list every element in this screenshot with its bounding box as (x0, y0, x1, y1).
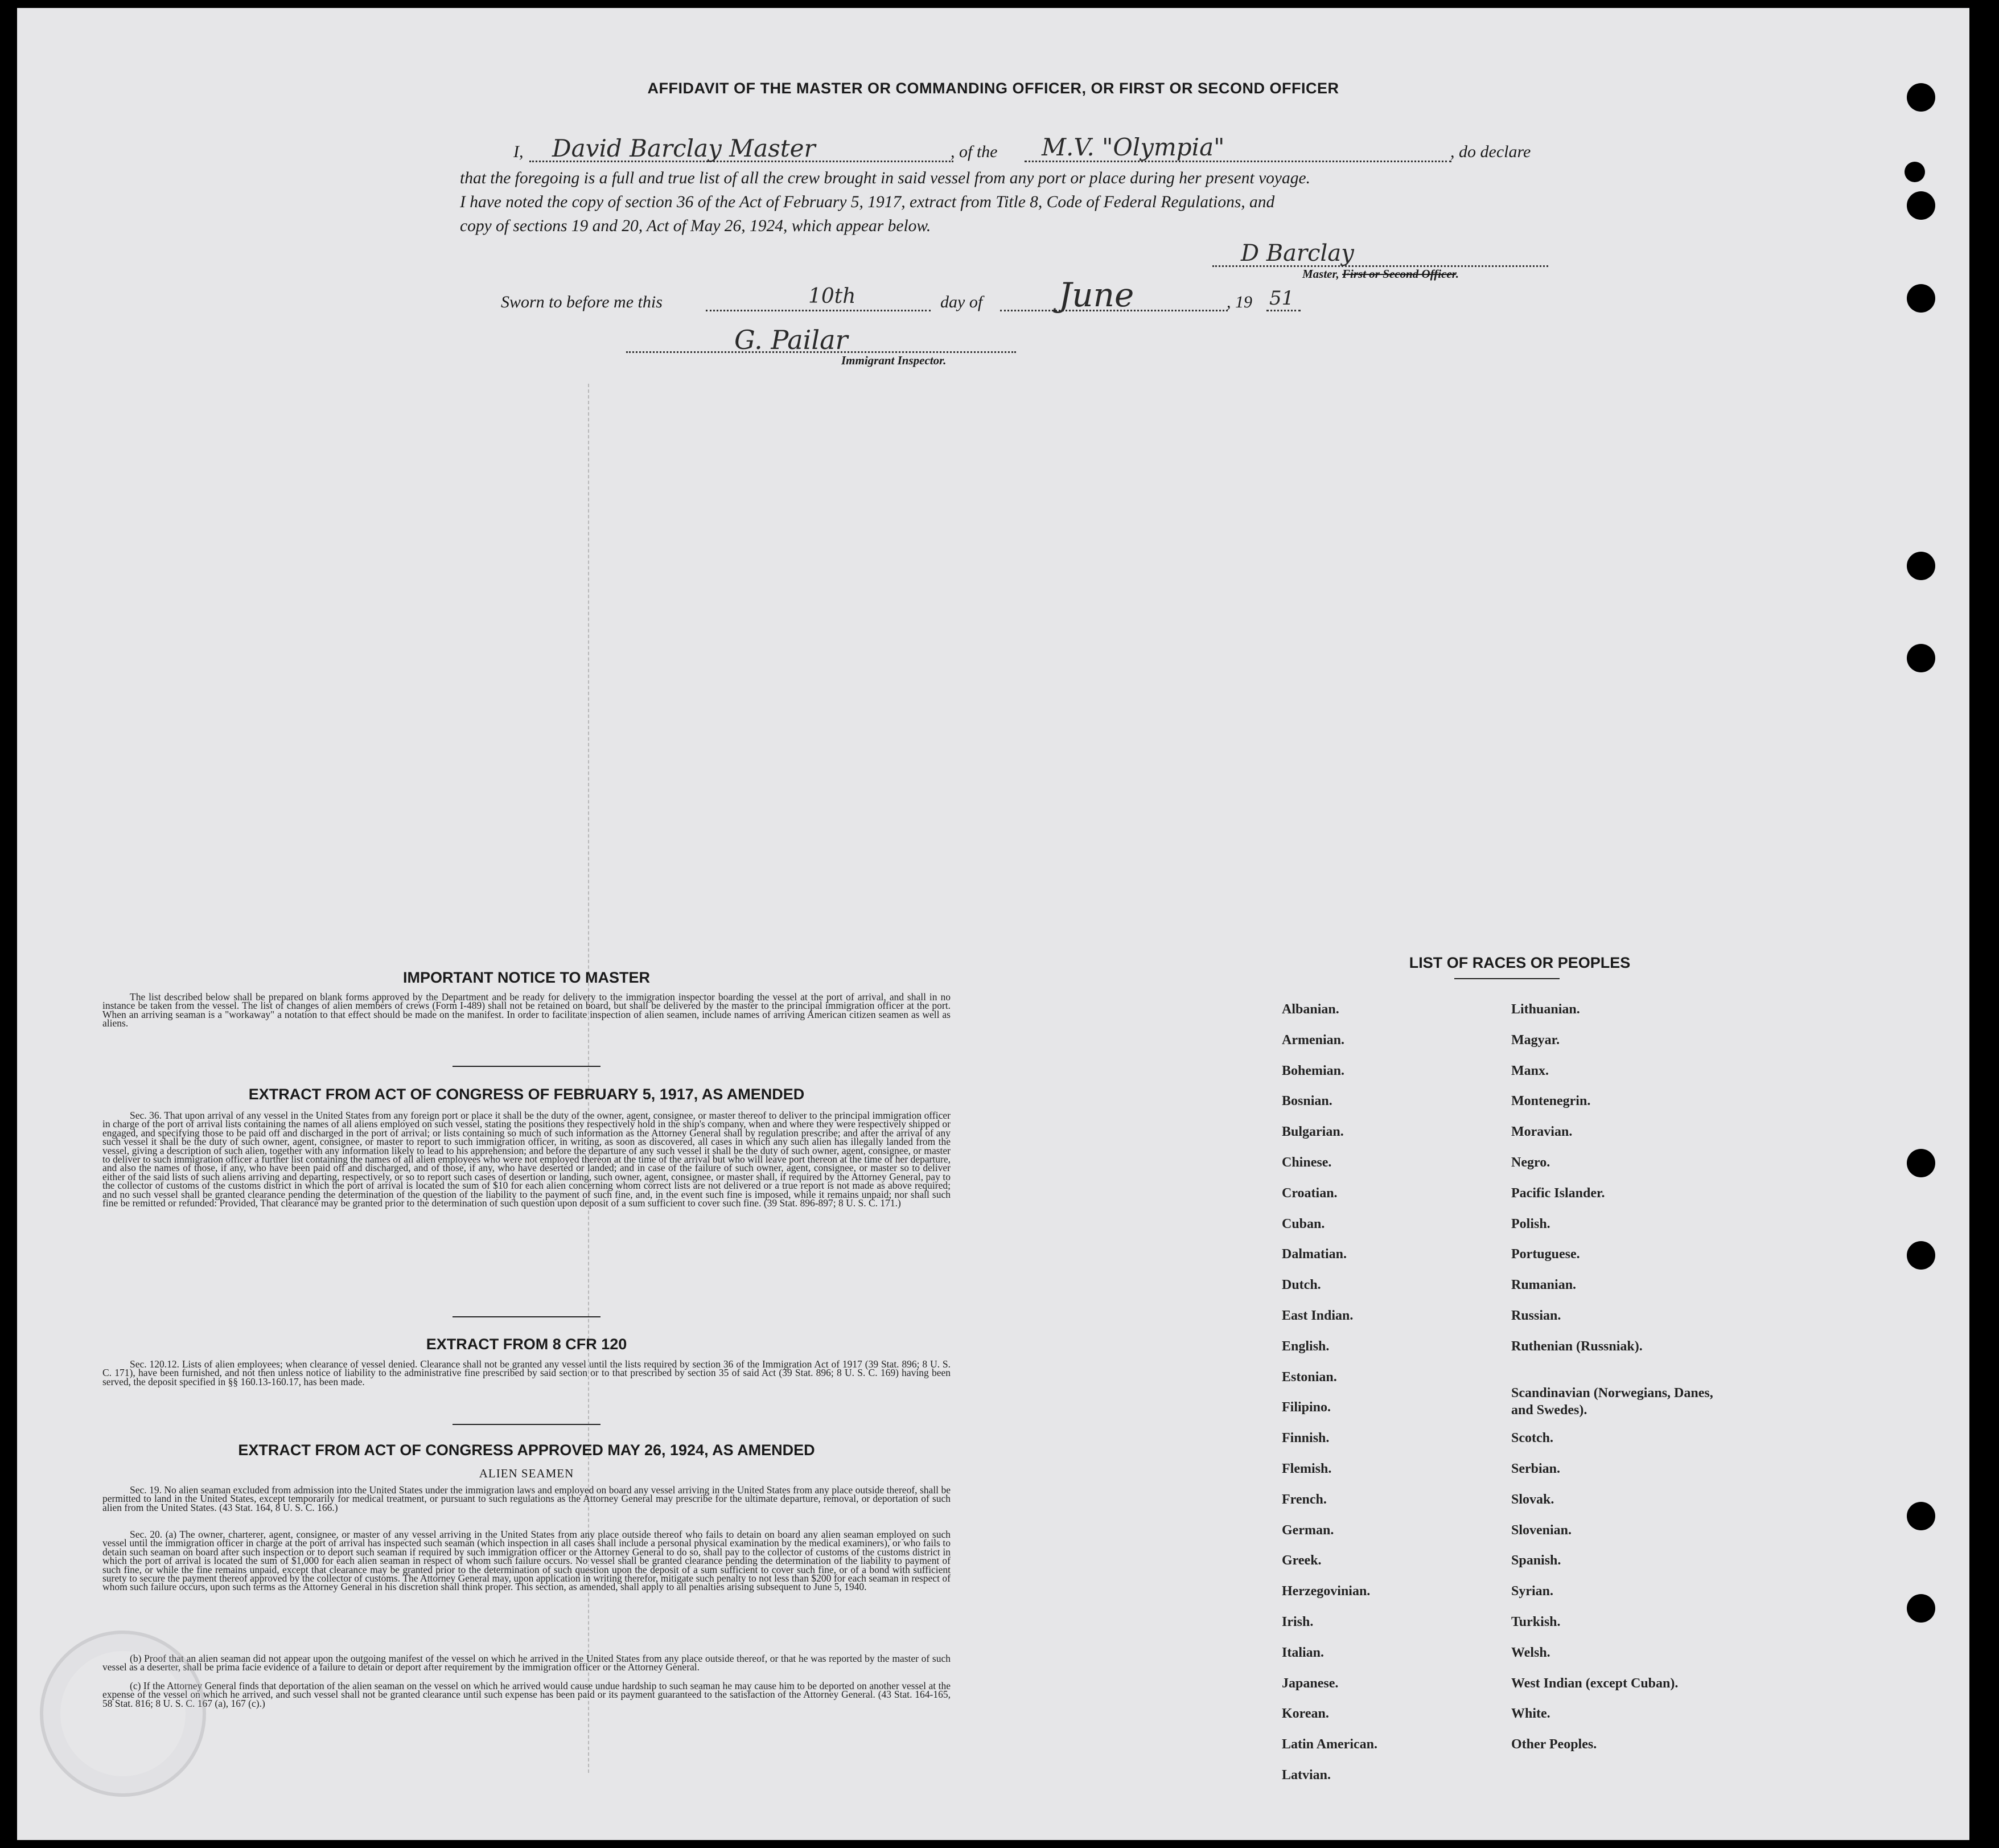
race-item: Latin American. (1282, 1737, 1377, 1752)
race-item: Russian. (1511, 1308, 1561, 1323)
race-item: Chinese. (1282, 1155, 1332, 1170)
race-item: Herzegovinian. (1282, 1584, 1371, 1599)
races-title: LIST OF RACES OR PEOPLES (1409, 954, 1631, 971)
punch-hole (1907, 191, 1935, 220)
do-declare-label: , do declare (1450, 142, 1531, 161)
race-item: English. (1282, 1338, 1330, 1354)
month-handwritten: June (1059, 276, 1134, 314)
race-item: Bosnian. (1282, 1094, 1332, 1109)
race-item: Bulgarian. (1282, 1124, 1344, 1140)
divider-3 (453, 1424, 600, 1425)
day-handwritten: 10th (808, 285, 856, 308)
race-item: Greek. (1282, 1553, 1322, 1568)
race-item: Lithuanian. (1511, 1002, 1580, 1017)
race-item: Magyar. (1511, 1032, 1560, 1048)
race-item: Ruthenian (Russniak). (1511, 1338, 1643, 1354)
race-item: Portuguese. (1511, 1247, 1580, 1262)
inspector-signature: G. Pailar (734, 325, 848, 355)
notice-text: The list described below shall be prepared on blank forms approved by the Department and be ready for delivery to the immigration inspector boarding the vessel at the port of arrival, and shall in no instance be taken from the vessel. The list of changes of alien members of crews (Form I-489) shall not be retained on board, but shall be delivered by the master to the principal immigration officer at the port. When an arriving seaman is a "workaway" a notation to that effect should be made on the manifest. In order to facilitate inspection of alien seamen, include names of arriving American citizen seamen as well as aliens. (102, 991, 951, 1029)
declaration-line-4: copy of sections 19 and 20, Act of May 26, 1924, which appear below. (460, 217, 931, 235)
race-item: Turkish. (1511, 1615, 1561, 1629)
race-item: Slovenian. (1511, 1522, 1572, 1538)
extract-1924-sec20b: (b) Proof that an alien seaman did not appear upon the outgoing manifest of the vessel on which he arrived in the United States from any place outside thereof, or that he was reported by the master of such vessel as a deserter, shall be prima facie evidence of a failure to detain or deport after requirement by the immigration officer or the Attorney General. (102, 1653, 951, 1673)
signature-caption (1302, 267, 1459, 281)
of-the-label: , of the (951, 142, 998, 161)
embossed-seal (40, 1631, 206, 1797)
divider-1 (453, 1066, 600, 1067)
race-item: Serbian. (1511, 1461, 1561, 1476)
i-label: I, (513, 142, 524, 161)
race-item: Irish. (1282, 1615, 1314, 1629)
sworn-label: Sworn to before me this (501, 293, 663, 311)
document-page (17, 8, 1969, 1840)
day-line (706, 310, 931, 311)
race-item: Croatian. (1282, 1185, 1338, 1201)
races-title-rule (1454, 978, 1560, 979)
race-item: Slovak. (1511, 1492, 1554, 1507)
punch-hole (1907, 1594, 1935, 1623)
race-item: Moravian. (1511, 1124, 1573, 1140)
race-item: Japanese. (1282, 1675, 1339, 1691)
race-item: Dalmatian. (1282, 1247, 1347, 1262)
race-item: Filipino. (1282, 1400, 1331, 1415)
extract-1924-sec20a: Sec. 20. (a) The owner, charterer, agent, consignee, or master of any vessel arriving in the United States from any place outside thereof who fails to detain on board any alien seaman employed on such vessel until the immigration officer in charge at the port of arrival has inspected such seaman (which inspection in all cases shall include a personal physical examination by the medical examiners), or who fails to detain such seaman on board after such inspection or to deport such seaman if required by such immigration officer or the Attorney General to do so, shall pay to the collector of customs of the customs district in which the port of arrival is located the sum of $1,000 for each alien seaman in respect of whom such failure occurs. No vessel shall be granted clearance pending the determination of the liability to payment of such fine, or while the fine remains unpaid, except that clearance may be granted prior to the determination of such question upon the deposit of a sum sufficient to cover such fine, or of a bond with sufficient surety to secure the payment thereof approved by the collector of customs. The Attorney General may, upon application in writing therefor, mitigate such penalty to not less than $200 for each seaman in respect of whom such failure occurs, upon such terms as the Attorney General in his discretion shall think proper. This section, as amended, shall apply to all penalties arising subsequent to June 5, 1940. (102, 1529, 951, 1593)
alien-seamen-subtitle: ALIEN SEAMEN (479, 1467, 574, 1480)
race-item: Welsh. (1511, 1645, 1550, 1660)
declaration-line-2: that the foregoing is a full and true list of all the crew brought in said vessel from any port or place during her present voyage. (460, 169, 1310, 187)
race-item: Bohemian. (1282, 1063, 1345, 1078)
punch-hole (1907, 1149, 1935, 1177)
race-item: Latvian. (1282, 1768, 1331, 1783)
race-item: Italian. (1282, 1645, 1325, 1660)
race-item: Negro. (1511, 1155, 1550, 1170)
notice-title: IMPORTANT NOTICE TO MASTER (403, 969, 650, 986)
race-item: Other Peoples. (1511, 1737, 1597, 1752)
race-item: Estonian. (1282, 1369, 1337, 1385)
punch-hole (1907, 284, 1935, 313)
race-item: Dutch. (1282, 1278, 1321, 1293)
caption-struck-officer: First or Second Officer (1342, 267, 1456, 281)
extract-1917-text: Sec. 36. That upon arrival of any vessel in the United States from any foreign port or place it shall be the duty of the owner, agent, consignee, or master thereof to deliver to the principal immigration officer in charge of the port of arrival lists containing the names of all aliens employed on such vessel, stating the positions they respectively hold in the ship's company, when and where they were respectively shipped or engaged, and specifying those to be paid off and discharged in the port of arrival; or lists containing so much of such information as the Attorney General shall by regulation prescribe; and after the arrival of any such vessel it shall be the duty of such owner, agent, consignee, or master to report to such immigration officer, in writing, as soon as discovered, all cases in which any such alien has illegally landed from the vessel, giving a description of such alien, together with any information likely to lead to his apprehension; and before the departure of any such vessel it shall be the duty of such owner, agent, consignee, or master to deliver to such immigration officer a further list containing the names of all alien employees who were not employed thereon at the time of the arrival but who will leave port thereon at the time of her departure, and also the names of those, if any, who have been paid off and discharged, and of those, if any, who have deserted or landed; and in case of the failure of such owner, agent, consignee, or master so to deliver either of the said lists of such aliens arriving and departing, respectively, or so to report such cases of desertion or landing, such owner, agent, consignee, or master shall, if required by the Attorney General, pay to the collector of customs of the customs district in which the port of arrival is located the sum of $10 for each alien concerning whom correct lists are not delivered or a true report is not made as above required; and no such vessel shall be granted clearance pending the determination of the question of the liability to the payment of such fine, and, in the event such fine is imposed, while it remains unpaid; nor shall such fine be remitted or refunded: Provided, That clearance may be granted prior to the determination of such question upon deposit of a sum sufficient to cover such fine. (39 Stat. 896-897; 8 U. S. C. 171.) (102, 1110, 951, 1209)
punch-hole (1907, 644, 1935, 672)
race-item: Pacific Islander. (1511, 1185, 1605, 1201)
race-item: East Indian. (1282, 1308, 1354, 1323)
inspector-label: Immigrant Inspector. (841, 354, 947, 367)
race-item: Finnish. (1282, 1431, 1330, 1446)
extract-1917-title: EXTRACT FROM ACT OF CONGRESS OF FEBRUARY 5, 1917, AS AMENDED (248, 1086, 805, 1103)
extract-1924-title: EXTRACT FROM ACT OF CONGRESS APPROVED MAY 26, 1924, AS AMENDED (238, 1442, 815, 1459)
race-item: French. (1282, 1492, 1327, 1507)
year-handwritten: 51 (1269, 287, 1294, 310)
race-item: Manx. (1511, 1063, 1549, 1078)
year-line (1266, 310, 1301, 311)
affidavit-title: AFFIDAVIT OF THE MASTER OR COMMANDING OFFICER, OR FIRST OR SECOND OFFICER (647, 80, 1339, 97)
punch-hole (1907, 1241, 1935, 1270)
vessel-name-handwritten: M.V. "Olympia" (1042, 133, 1225, 161)
extract-cfr-title: EXTRACT FROM 8 CFR 120 (426, 1336, 627, 1353)
caption-master: Master, (1302, 267, 1339, 281)
master-name-handwritten: David Barclay Master (552, 134, 816, 162)
race-item: German. (1282, 1522, 1334, 1538)
race-item: Spanish. (1511, 1553, 1561, 1568)
declaration-line-3: I have noted the copy of section 36 of the Act of February 5, 1917, extract from Title 8, Code of Federal Regulations, and (460, 193, 1275, 211)
race-item: Scandinavian (Norwegians, Danes, and Swedes). (1511, 1385, 1713, 1418)
master-signature: D Barclay (1241, 240, 1354, 266)
punch-hole (1907, 1502, 1935, 1530)
race-item: Albanian. (1282, 1002, 1339, 1017)
extract-1924-sec19: Sec. 19. No alien seaman excluded from admission into the United States under the immigration laws and employed on board any vessel arriving in the United States from any place outside thereof, shall be permitted to land in the United States, except temporarily for medical treatment, or pursuant to such regulations as the Attorney General may prescribe for the ultimate departure, removal, or deportation of such alien from the United States. (43 Stat. 164, 8 U. S. C. 166.) (102, 1484, 951, 1513)
punch-hole (1907, 83, 1935, 112)
race-item: Flemish. (1282, 1461, 1332, 1476)
race-item: Montenegrin. (1511, 1094, 1591, 1109)
divider-2 (453, 1316, 600, 1317)
race-item: Rumanian. (1511, 1278, 1577, 1293)
race-item: Polish. (1511, 1216, 1550, 1231)
extract-cfr-text: Sec. 120.12. Lists of alien employees; when clearance of vessel denied. Clearance shall not be granted any vessel until the lists required by section 36 of the Immigration Act of 1917 (39 Stat. 896; 8 U. S. C. 171), have been furnished, and not then unless notice of liability to the administrative fine prescribed by said section or to that prescribed by section 35 of said Act (39 Stat. 896; 8 U. S. C. 169) having been served, the deposit specified in §§ 160.13-160.17, has been made. (102, 1358, 951, 1387)
race-item: Cuban. (1282, 1216, 1325, 1231)
punch-hole (1905, 162, 1925, 182)
race-item: Armenian. (1282, 1032, 1344, 1048)
inspector-line (626, 351, 1016, 353)
day-of-label: day of (940, 293, 983, 311)
race-item: West Indian (except Cuban). (1511, 1675, 1679, 1691)
caption-period: . (1455, 267, 1459, 281)
year-prefix: , 19 (1227, 293, 1252, 311)
extract-1924-sec20c: (c) If the Attorney General finds that deportation of the alien seaman on the vessel on which he arrived would cause undue hardship to such seaman he may cause him to be deported on another vessel at the expense of the vessel on which he arrived, and such vessel shall not be granted clearance until such expense has been paid or its payment guaranteed to the satisfaction of the Attorney General. (43 Stat. 164-165, 58 Stat. 816; 8 U. S. C. 167 (a), 167 (c).) (102, 1680, 951, 1709)
race-item: Scotch. (1511, 1431, 1553, 1446)
punch-hole (1907, 552, 1935, 580)
race-item: Korean. (1282, 1706, 1329, 1722)
race-item: Syrian. (1511, 1584, 1554, 1599)
race-item: White. (1511, 1706, 1550, 1722)
